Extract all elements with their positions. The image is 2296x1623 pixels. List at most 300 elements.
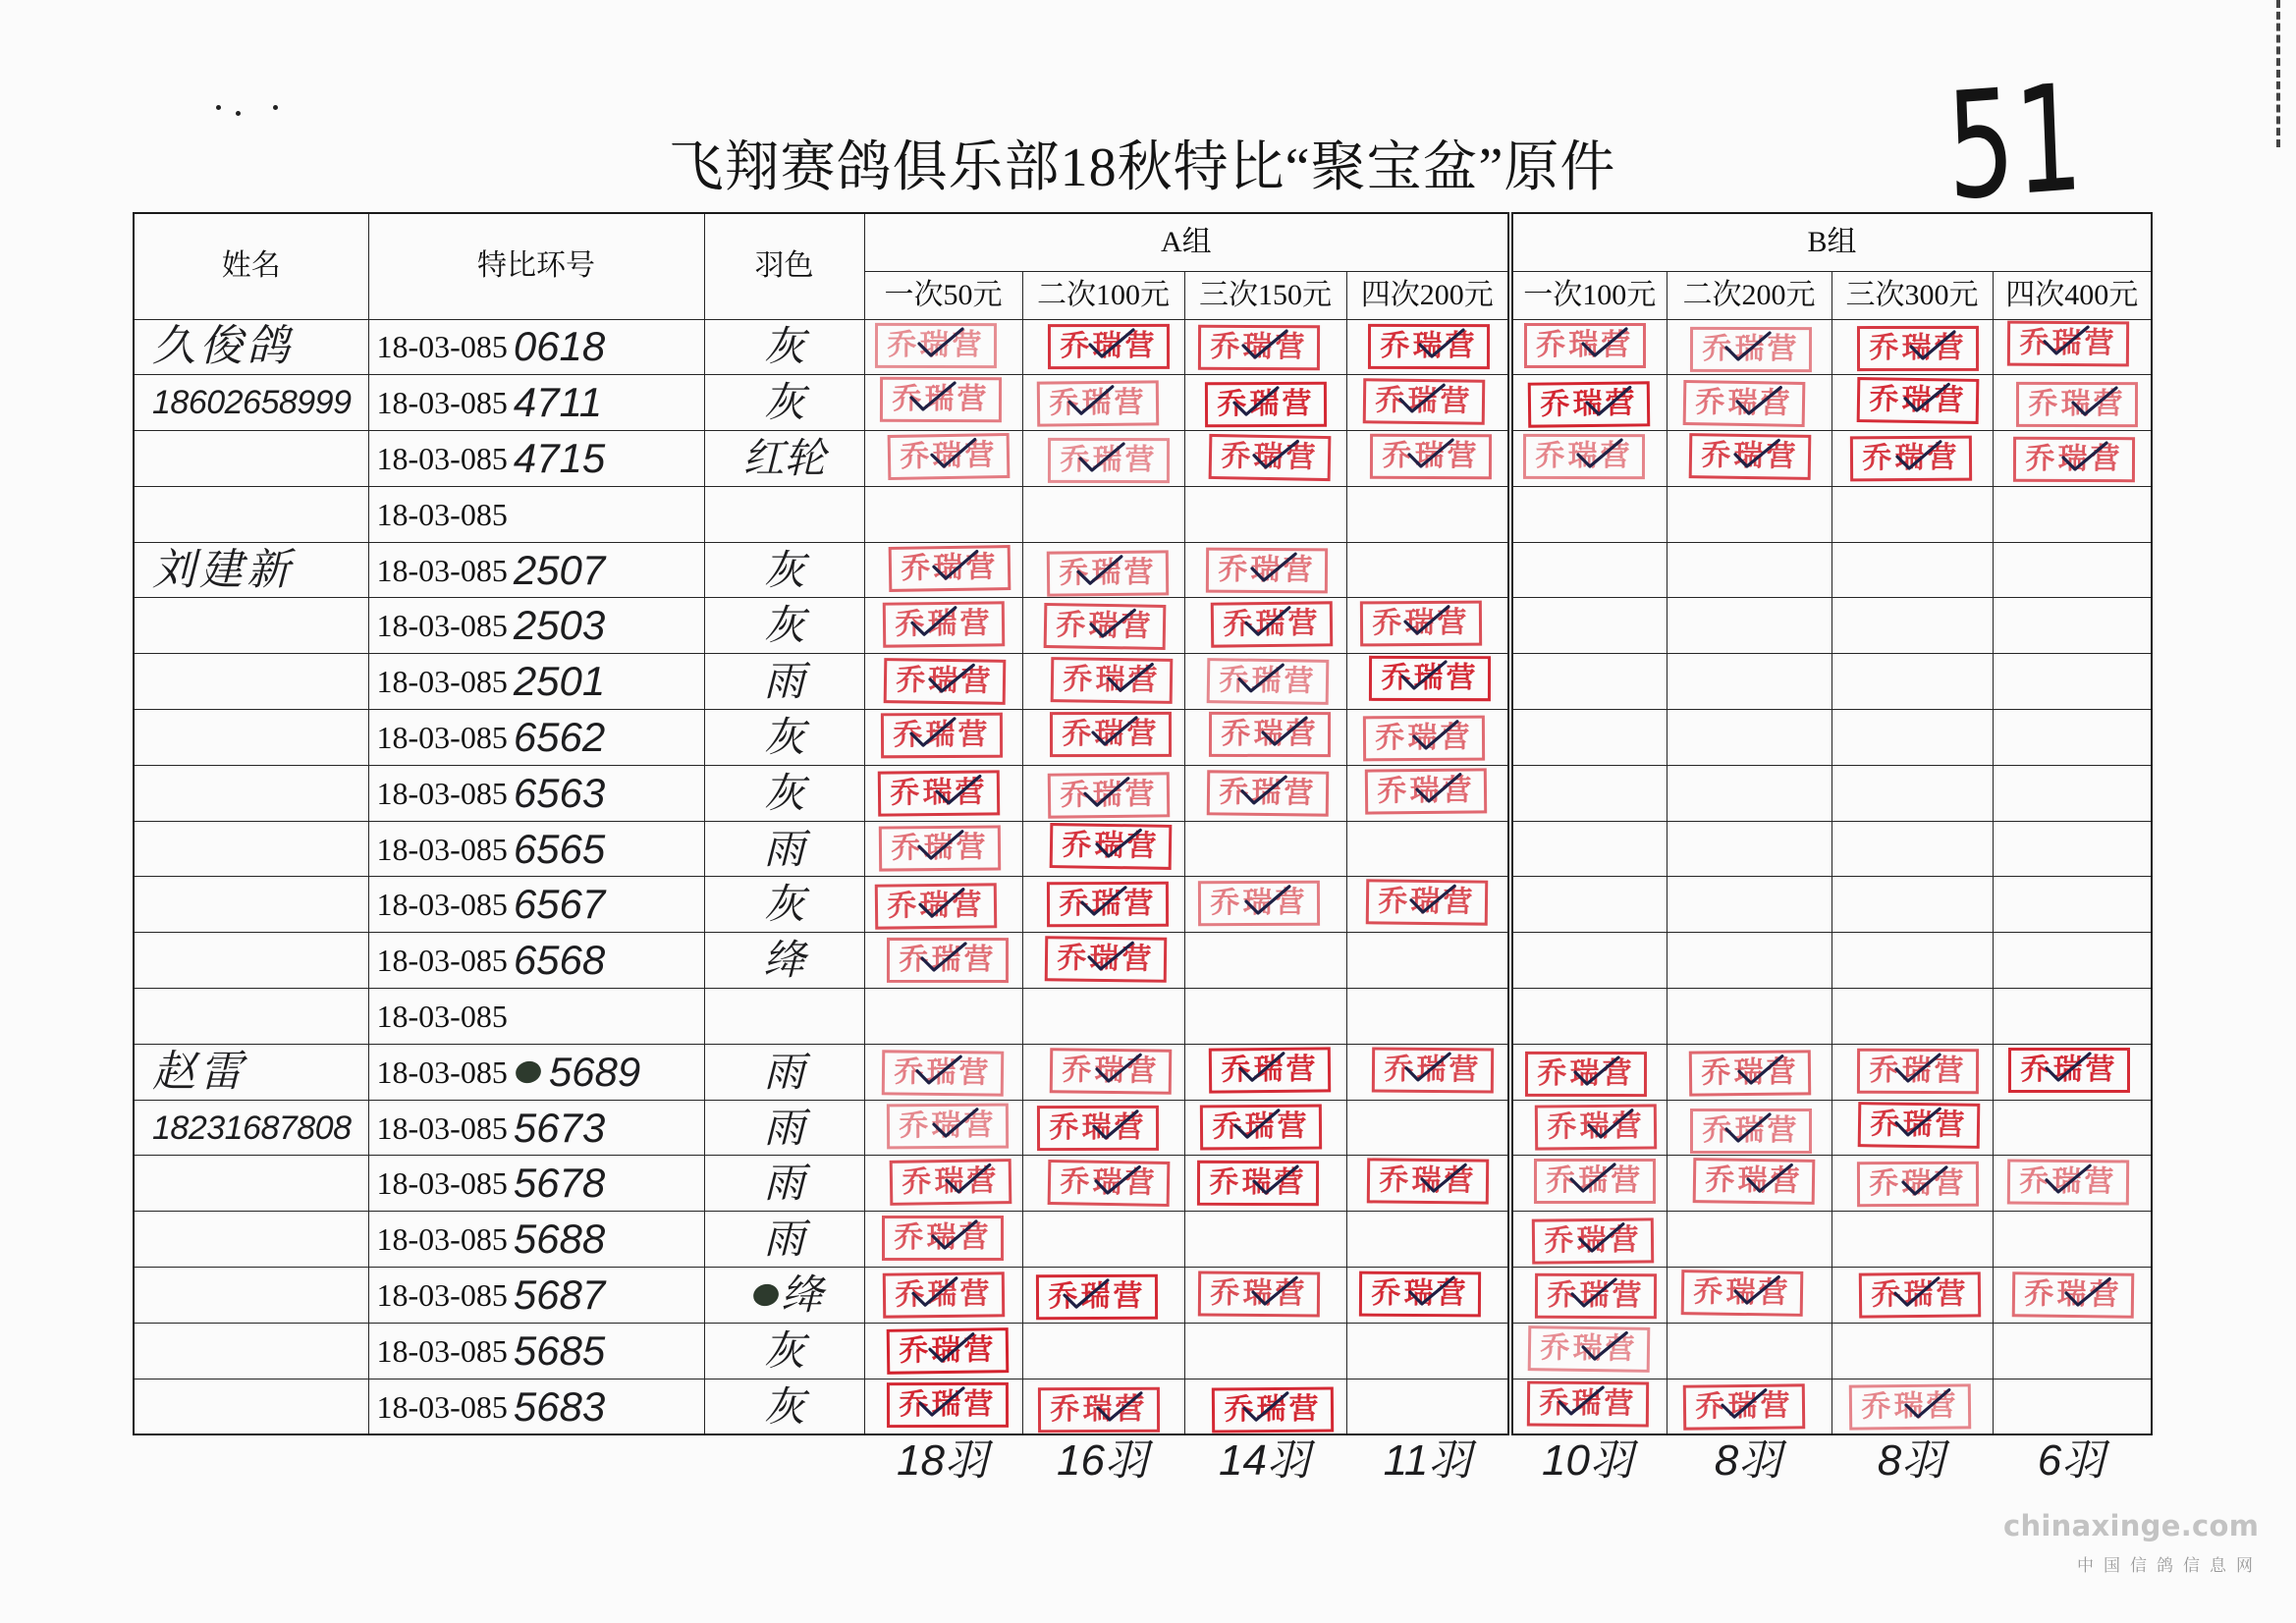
ring-prefix: 18-03-085 xyxy=(376,1221,508,1258)
feather-color: 雨 xyxy=(763,825,805,872)
stamp-text: 乔瑞营 xyxy=(1861,1388,1959,1425)
stamp-text: 乔瑞营 xyxy=(1540,386,1638,422)
entry-cell-b-2 xyxy=(1667,319,1831,375)
entry-stamp xyxy=(882,602,1005,648)
owner-cell xyxy=(134,486,368,542)
entry-stamp xyxy=(874,323,996,368)
entry-stamp xyxy=(1037,1386,1159,1432)
feather-color-cell xyxy=(704,1212,864,1268)
entry-cell-a-2 xyxy=(1022,821,1184,877)
ring-number-cell xyxy=(368,877,704,933)
entry-stamp xyxy=(1857,377,1980,424)
entry-cell-b-4 xyxy=(1993,1100,2152,1156)
table-row xyxy=(134,654,2152,710)
table-row xyxy=(134,598,2152,654)
ink-blot xyxy=(751,1281,782,1309)
entry-stamp xyxy=(886,1103,1008,1149)
entry-cell-a-3 xyxy=(1184,765,1346,821)
check-mark-stroke xyxy=(1571,1164,1614,1191)
check-mark-icon xyxy=(1081,776,1130,810)
stamp-text: 乔瑞营 xyxy=(2019,1163,2117,1200)
entry-cell-b-2 xyxy=(1667,1212,1831,1268)
check-mark-icon xyxy=(1892,1275,1941,1309)
table-row xyxy=(134,989,2152,1045)
check-mark-stroke xyxy=(1068,387,1112,413)
stamp-text: 乔瑞营 xyxy=(891,382,990,417)
feather-color: 灰 xyxy=(763,602,805,649)
ring-suffix: 2507 xyxy=(513,546,606,593)
entry-stamp xyxy=(1049,1048,1172,1094)
check-mark-stroke xyxy=(1093,1110,1136,1137)
check-mark-stroke xyxy=(1077,556,1121,582)
ring-suffix: 0618 xyxy=(513,323,606,370)
owner-cell xyxy=(134,1212,368,1268)
check-mark-icon xyxy=(1061,1277,1110,1311)
entry-stamp xyxy=(1197,881,1319,927)
total-a-3: 14羽 xyxy=(1219,1436,1310,1485)
entry-cell-a-3 xyxy=(1184,598,1346,654)
entry-stamp xyxy=(880,713,1002,759)
entry-cell-a-4 xyxy=(1346,654,1510,710)
entry-cell-a-3 xyxy=(1184,1212,1346,1268)
stamp-text: 乔瑞营 xyxy=(894,606,993,642)
entry-cell-a-3 xyxy=(1184,1044,1346,1100)
check-mark-icon xyxy=(1235,662,1285,696)
entry-stamp xyxy=(879,377,1001,422)
stamp-text: 乔瑞营 xyxy=(1059,777,1158,813)
owner-name: 赵雷 xyxy=(152,1047,246,1096)
ring-suffix: 4711 xyxy=(513,379,603,426)
entry-stamp xyxy=(1047,324,1169,369)
check-mark-icon xyxy=(2060,440,2109,473)
entry-stamp xyxy=(1535,1104,1657,1150)
feather-color: 灰 xyxy=(763,1382,805,1430)
entry-stamp xyxy=(886,938,1008,983)
check-mark-stroke xyxy=(1239,1054,1283,1080)
check-mark-icon xyxy=(1259,715,1308,748)
stamp-text: 乔瑞营 xyxy=(899,438,998,474)
check-mark-stroke xyxy=(1064,1280,1107,1307)
ring-prefix: 18-03-085 xyxy=(376,1332,508,1369)
entry-cell-a-3 xyxy=(1184,989,1346,1045)
check-mark-stroke xyxy=(933,551,976,578)
entry-cell-b-3 xyxy=(1831,933,1993,989)
feather-color: 雨 xyxy=(763,658,805,705)
entry-cell-b-1 xyxy=(1510,1379,1667,1434)
owner-cell xyxy=(134,319,368,375)
entry-stamp xyxy=(1850,436,1972,482)
check-mark-icon xyxy=(1093,1052,1142,1086)
check-mark-icon xyxy=(1250,1163,1299,1197)
table-row xyxy=(134,821,2152,877)
entry-cell-b-4 xyxy=(1993,486,2152,542)
ring-suffix: 5687 xyxy=(513,1271,606,1318)
entry-cell-a-2 xyxy=(1022,989,1184,1045)
stamp-text: 乔瑞营 xyxy=(1862,440,1960,476)
header-row-groups xyxy=(134,213,2152,271)
feather-color: 灰 xyxy=(763,379,805,426)
ring-number-cell xyxy=(368,765,704,821)
stamp-text: 乔瑞营 xyxy=(1061,827,1160,864)
check-mark-stroke xyxy=(1092,718,1135,744)
entry-cell-b-4 xyxy=(1993,933,2152,989)
entry-stamp xyxy=(1690,327,1812,372)
feather-color: 雨 xyxy=(763,1160,805,1207)
check-mark-stroke xyxy=(931,440,974,467)
entry-cell-b-2 xyxy=(1667,1156,1831,1212)
entry-cell-b-2 xyxy=(1667,654,1831,710)
check-mark-icon xyxy=(1230,385,1280,418)
entry-cell-b-4 xyxy=(1993,1044,2152,1100)
feather-color: 雨 xyxy=(763,1216,805,1263)
stamp-text: 乔瑞营 xyxy=(1218,775,1317,811)
stamp-text: 乔瑞营 xyxy=(886,888,985,924)
ring-prefix: 18-03-085 xyxy=(376,608,508,644)
ring-prefix: 18-03-085 xyxy=(376,329,508,365)
check-mark-stroke xyxy=(912,1278,956,1305)
check-mark-stroke xyxy=(1251,553,1294,579)
entry-stamp xyxy=(1197,1271,1319,1317)
ring-prefix: 18-03-085 xyxy=(376,1165,508,1202)
entry-cell-b-2 xyxy=(1667,821,1831,877)
entry-cell-b-1 xyxy=(1510,989,1667,1045)
ring-suffix: 5688 xyxy=(513,1216,606,1263)
entry-cell-b-4 xyxy=(1993,710,2152,766)
feather-color: 红轮 xyxy=(742,434,826,481)
check-mark-icon xyxy=(1902,381,1952,415)
entry-cell-b-1 xyxy=(1510,877,1667,933)
check-mark-icon xyxy=(1078,885,1127,918)
entry-cell-b-1 xyxy=(1510,710,1667,766)
check-mark-stroke xyxy=(1580,1224,1623,1251)
entry-stamp xyxy=(1208,712,1330,757)
table-row xyxy=(134,710,2152,766)
feather-color-cell xyxy=(704,765,864,821)
feather-color-cell xyxy=(704,1379,864,1434)
entry-cell-a-1 xyxy=(864,1100,1022,1156)
check-mark-stroke xyxy=(932,1221,975,1248)
ring-number-cell xyxy=(368,1268,704,1324)
stamp-text: 乔瑞营 xyxy=(1695,1387,1793,1425)
entry-cell-b-2 xyxy=(1667,710,1831,766)
entry-cell-b-3 xyxy=(1831,654,1993,710)
page-number-handwritten: 51 xyxy=(1943,53,2086,234)
entry-cell-a-1 xyxy=(864,319,1022,375)
check-mark-stroke xyxy=(910,383,954,409)
header-a-3: 三次150元 xyxy=(1184,271,1346,319)
check-mark-icon xyxy=(915,828,964,861)
entry-cell-a-4 xyxy=(1346,542,1510,598)
ring-prefix: 18-03-085 xyxy=(376,775,508,811)
total-a-4: 11羽 xyxy=(1383,1436,1472,1485)
entry-cell-b-3 xyxy=(1831,1268,1993,1324)
entry-cell-b-1 xyxy=(1510,1268,1667,1324)
entry-cell-b-3 xyxy=(1831,1044,1993,1100)
ring-suffix: 6563 xyxy=(513,769,606,816)
entry-stamp xyxy=(1366,880,1489,926)
check-mark-icon xyxy=(930,1106,979,1139)
stamp-text: 乔瑞营 xyxy=(1870,1106,1968,1143)
check-mark-stroke xyxy=(1559,1386,1603,1413)
stamp-text: 乔瑞营 xyxy=(1701,1055,1799,1091)
check-mark-icon xyxy=(1076,441,1125,474)
entry-stamp xyxy=(1196,1161,1318,1206)
entry-stamp xyxy=(1858,1102,1981,1149)
table-row xyxy=(134,1044,2152,1100)
entry-cell-a-2 xyxy=(1022,1212,1184,1268)
stamp-text: 乔瑞营 xyxy=(1058,887,1157,922)
stamp-text: 乔瑞营 xyxy=(1059,329,1158,364)
stamp-text: 乔瑞营 xyxy=(1384,1052,1482,1088)
ring-number-cell xyxy=(368,1044,704,1100)
table-row xyxy=(134,1212,2152,1268)
ring-number-cell xyxy=(368,821,704,877)
check-mark-icon xyxy=(1086,327,1135,360)
feather-color: 雨 xyxy=(763,1104,805,1151)
entry-stamp xyxy=(1049,823,1172,870)
check-mark-icon xyxy=(1092,1163,1142,1198)
stamp-text: 乔瑞营 xyxy=(1702,332,1800,367)
scan-speck xyxy=(216,105,221,110)
stamp-text: 乔瑞营 xyxy=(2024,1276,2122,1313)
check-mark-stroke xyxy=(1079,444,1122,470)
entry-stamp xyxy=(2012,1271,2135,1319)
check-mark-icon xyxy=(1074,553,1123,587)
entry-stamp xyxy=(1528,381,1651,427)
entry-stamp xyxy=(1205,547,1327,593)
entry-stamp xyxy=(1693,1158,1816,1205)
check-mark-icon xyxy=(1408,883,1457,917)
check-mark-icon xyxy=(2044,1051,2093,1084)
entry-table xyxy=(133,212,2153,1435)
owner-cell xyxy=(134,765,368,821)
entry-cell-a-1 xyxy=(864,1268,1022,1324)
check-mark-stroke xyxy=(1583,329,1626,355)
entry-stamp xyxy=(881,1216,1003,1261)
check-mark-icon xyxy=(1734,384,1784,418)
ring-number-cell xyxy=(368,598,704,654)
ring-prefix: 18-03-085 xyxy=(376,496,508,532)
entry-stamp xyxy=(1525,1052,1647,1097)
stamp-text: 乔瑞营 xyxy=(900,549,999,586)
header-b-1: 一次100元 xyxy=(1510,271,1667,319)
check-mark-icon xyxy=(928,436,978,470)
check-mark-icon xyxy=(909,1275,958,1310)
stamp-text: 乔瑞营 xyxy=(1544,1222,1642,1259)
ring-prefix: 18-03-085 xyxy=(376,1276,508,1313)
table-row xyxy=(134,933,2152,989)
check-mark-icon xyxy=(1406,437,1455,470)
check-mark-stroke xyxy=(1726,333,1770,359)
entry-cell-a-2 xyxy=(1022,598,1184,654)
ring-prefix: 18-03-085 xyxy=(376,552,508,588)
owner-phone: 18602658999 xyxy=(152,384,352,422)
ring-number-cell xyxy=(368,989,704,1045)
check-mark-stroke xyxy=(1410,1277,1453,1304)
entry-cell-b-2 xyxy=(1667,431,1831,487)
entry-cell-a-1 xyxy=(864,598,1022,654)
ring-number-cell xyxy=(368,542,704,598)
header-b-4: 四次400元 xyxy=(1993,271,2152,319)
stamp-text: 乔瑞营 xyxy=(1869,331,1967,366)
entry-stamp xyxy=(874,884,997,930)
entry-cell-a-3 xyxy=(1184,1100,1346,1156)
check-mark-stroke xyxy=(1739,1055,1782,1082)
check-mark-stroke xyxy=(1233,388,1277,414)
check-mark-stroke xyxy=(1088,943,1131,970)
ring-number-cell xyxy=(368,1100,704,1156)
entry-cell-a-4 xyxy=(1346,1212,1510,1268)
entry-cell-b-3 xyxy=(1831,1100,1993,1156)
header-name: 姓名 xyxy=(134,213,368,319)
check-mark-icon xyxy=(1419,1162,1468,1195)
check-mark-stroke xyxy=(1245,608,1288,634)
entry-cell-b-2 xyxy=(1667,542,1831,598)
stamp-text: 乔瑞营 xyxy=(893,1055,992,1091)
check-mark-stroke xyxy=(1587,388,1630,415)
stamp-text: 乔瑞营 xyxy=(1540,1330,1638,1367)
header-b-3: 三次300元 xyxy=(1831,271,1993,319)
header-ring-number: 特比环号 xyxy=(368,213,704,319)
stamp-text: 乔瑞营 xyxy=(1208,1165,1307,1201)
feather-color-cell xyxy=(704,654,864,710)
entry-stamp xyxy=(1047,438,1169,483)
table-row xyxy=(134,319,2152,375)
stamp-text: 乔瑞营 xyxy=(1869,1166,1967,1202)
check-mark-icon xyxy=(1093,826,1143,860)
entry-cell-a-4 xyxy=(1346,1323,1510,1379)
check-mark-icon xyxy=(1586,1107,1635,1140)
check-mark-icon xyxy=(1572,1055,1621,1088)
ring-number-cell xyxy=(368,710,704,766)
total-b-2: 8羽 xyxy=(1714,1436,1782,1485)
header-group-a: A组 xyxy=(864,213,1510,271)
entry-cell-a-2 xyxy=(1022,375,1184,431)
check-mark-stroke xyxy=(1234,1109,1278,1136)
entry-cell-b-4 xyxy=(1993,1379,2152,1434)
entry-stamp xyxy=(1367,1159,1489,1205)
entry-cell-a-4 xyxy=(1346,989,1510,1045)
check-mark-icon xyxy=(2063,1275,2112,1310)
entry-stamp xyxy=(877,770,999,816)
entry-cell-a-4 xyxy=(1346,486,1510,542)
entry-cell-b-1 xyxy=(1510,821,1667,877)
stamp-text: 乔瑞营 xyxy=(1869,1053,1967,1088)
stamp-text: 乔瑞营 xyxy=(889,775,988,811)
entry-cell-a-4 xyxy=(1346,375,1510,431)
entry-cell-b-3 xyxy=(1831,765,1993,821)
check-mark-icon xyxy=(916,1384,965,1418)
header-b-2: 二次200元 xyxy=(1667,271,1831,319)
check-mark-icon xyxy=(915,326,964,359)
entry-stamp xyxy=(2013,437,2135,482)
entry-cell-b-4 xyxy=(1993,598,2152,654)
check-mark-stroke xyxy=(1417,774,1460,800)
entry-cell-b-4 xyxy=(1993,375,2152,431)
check-mark-stroke xyxy=(2073,388,2116,414)
check-mark-icon xyxy=(1066,384,1115,418)
owner-cell xyxy=(134,654,368,710)
feather-color-cell xyxy=(704,542,864,598)
feather-color-cell xyxy=(704,1100,864,1156)
check-mark-stroke xyxy=(1589,1109,1632,1136)
stamp-text: 乔瑞营 xyxy=(1381,661,1479,696)
check-mark-icon xyxy=(1723,330,1773,363)
stamp-text: 乔瑞营 xyxy=(895,663,994,699)
check-mark-stroke xyxy=(910,719,954,745)
column-totals xyxy=(863,1432,2151,1490)
entry-cell-b-2 xyxy=(1667,1268,1831,1324)
stamp-text: 乔瑞营 xyxy=(1536,328,1634,363)
entry-cell-a-1 xyxy=(864,375,1022,431)
check-mark-stroke xyxy=(1400,385,1444,412)
entry-stamp xyxy=(1047,1160,1170,1207)
ring-suffix: 5685 xyxy=(513,1326,606,1374)
entry-stamp xyxy=(1049,712,1171,757)
check-mark-stroke xyxy=(918,831,961,857)
ring-number-cell xyxy=(368,375,704,431)
entry-cell-b-2 xyxy=(1667,989,1831,1045)
check-mark-icon xyxy=(1399,659,1449,692)
table-row xyxy=(134,1268,2152,1324)
entry-cell-b-4 xyxy=(1993,821,2152,877)
entry-stamp xyxy=(2008,1048,2130,1093)
owner-cell xyxy=(134,1268,368,1324)
stamp-text: 乔瑞营 xyxy=(1537,1055,1635,1091)
entry-cell-a-2 xyxy=(1022,542,1184,598)
feather-color: 灰 xyxy=(763,323,805,370)
entry-cell-b-4 xyxy=(1993,431,2152,487)
check-mark-icon xyxy=(926,662,975,696)
check-mark-icon xyxy=(2070,385,2119,418)
stamp-text: 乔瑞营 xyxy=(1062,662,1161,698)
check-mark-stroke xyxy=(1420,330,1463,356)
table-row xyxy=(134,1323,2152,1379)
entry-cell-b-1 xyxy=(1510,542,1667,598)
feather-color: 灰 xyxy=(763,1326,805,1374)
stamp-text: 乔瑞营 xyxy=(1535,438,1633,474)
check-mark-icon xyxy=(1250,438,1300,472)
check-mark-stroke xyxy=(1414,722,1457,748)
check-mark-icon xyxy=(1414,771,1463,804)
entry-cell-a-2 xyxy=(1022,319,1184,375)
ring-number-cell xyxy=(368,1156,704,1212)
stamp-text: 乔瑞营 xyxy=(1048,1109,1147,1145)
entry-cell-a-4 xyxy=(1346,598,1510,654)
entry-cell-b-4 xyxy=(1993,989,2152,1045)
check-mark-stroke xyxy=(1253,441,1296,468)
entry-cell-a-3 xyxy=(1184,486,1346,542)
stamp-text: 乔瑞营 xyxy=(2019,326,2117,361)
entry-stamp xyxy=(1206,658,1329,705)
entry-cell-a-3 xyxy=(1184,1323,1346,1379)
entry-stamp xyxy=(889,1159,1011,1206)
feather-color-cell xyxy=(704,1044,864,1100)
ring-prefix: 18-03-085 xyxy=(376,831,508,867)
entry-stamp xyxy=(2007,1160,2129,1206)
owner-cell xyxy=(134,431,368,487)
check-mark-stroke xyxy=(918,329,961,355)
entry-stamp xyxy=(1523,434,1645,479)
check-mark-icon xyxy=(1900,1164,1949,1198)
entry-stamp xyxy=(1849,1383,1971,1430)
entry-stamp xyxy=(1363,378,1486,425)
total-b-4: 6羽 xyxy=(2037,1436,2105,1485)
entry-cell-a-3 xyxy=(1184,654,1346,710)
entry-stamp xyxy=(1359,1271,1481,1318)
entry-cell-b-3 xyxy=(1831,319,1993,375)
check-mark-icon xyxy=(1577,1221,1626,1255)
